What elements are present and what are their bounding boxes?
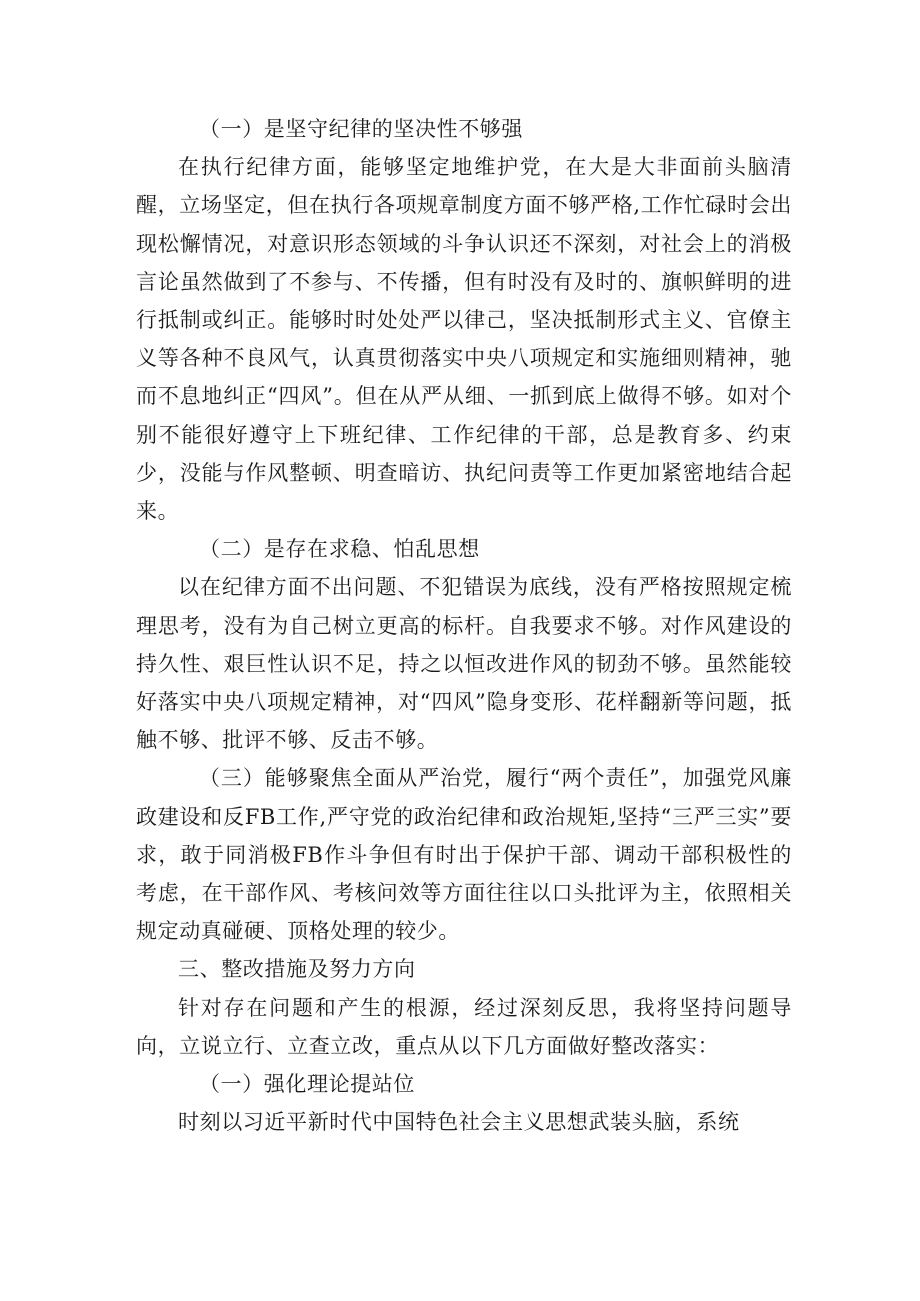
document-body — [136, 110, 792, 1141]
section-heading-3: 三、整改措施及努力方向 — [178, 957, 416, 982]
section-heading-4: （一）强化理论提站位 — [199, 1072, 415, 1097]
paragraph-theory: 时刻以习近平新时代中国特色社会主义思想武装头脑，系统 — [178, 1110, 740, 1135]
paragraph-discipline: 在执行纪律方面，能够坚定地维护党，在大是大非面前头脑清醒，立场坚定，但在执行各项规章制度方面不够严格,工作忙碌时会出现松懈情况，对意识形态领域的斗争认识还不深刻，对社会上的消极言论虽然做到了不参与、不传播，但有时没有及时的、旗帜鲜明的进行抵制或纠正。能够时时处处严以律己，坚决抵制形式主义、官僚主义等各种不良风气，认真贯彻落实中央八项规定和实施细则精神，驰而不息地纠正“四风”。但在从严从细、一抓到底上做得不够。如对个别不能很好遵守上下班纪律、工作纪律的干部，总是教育多、约束少，没能与作风整顿、明查暗访、执纪问责等工作更加紧密地结合起来。 — [136, 155, 792, 524]
section-heading-2: （二）是存在求稳、怕乱思想 — [199, 537, 480, 562]
paragraph-party-governance: （三）能够聚焦全面从严治党，履行“两个责任”，加强党风廉政建设和反FB工作,严守党的政治纪律和政治规矩,坚持“三严三实”要求，敢于同消极FB作斗争但有时出于保护干部、调动干部积极性的考虑，在干部作风、考核问效等方面往往以口头批评为主，依照相关规定动真碰硬、顶格处理的较少。 — [136, 766, 792, 944]
section-heading-1: （一）是坚守纪律的坚决性不够强 — [199, 117, 523, 141]
paragraph-stability: 以在纪律方面不出问题、不犯错误为底线，没有严格按照规定梳理思考，没有为自己树立更高的标杆。自我要求不够。对作风建设的持久性、艰巨性认识不足，持之以恒改进作风的韧劲不够。虽然能较好落实中央八项规定精神，对“四风”隐身变形、花样翻新等问题，抵触不够、批评不够、反击不够。 — [136, 575, 792, 753]
paragraph-rectification: 针对存在问题和产生的根源，经过深刻反思，我将坚持问题导向，立说立行、立查立改，重点从以下几方面做好整改落实： — [136, 995, 792, 1058]
